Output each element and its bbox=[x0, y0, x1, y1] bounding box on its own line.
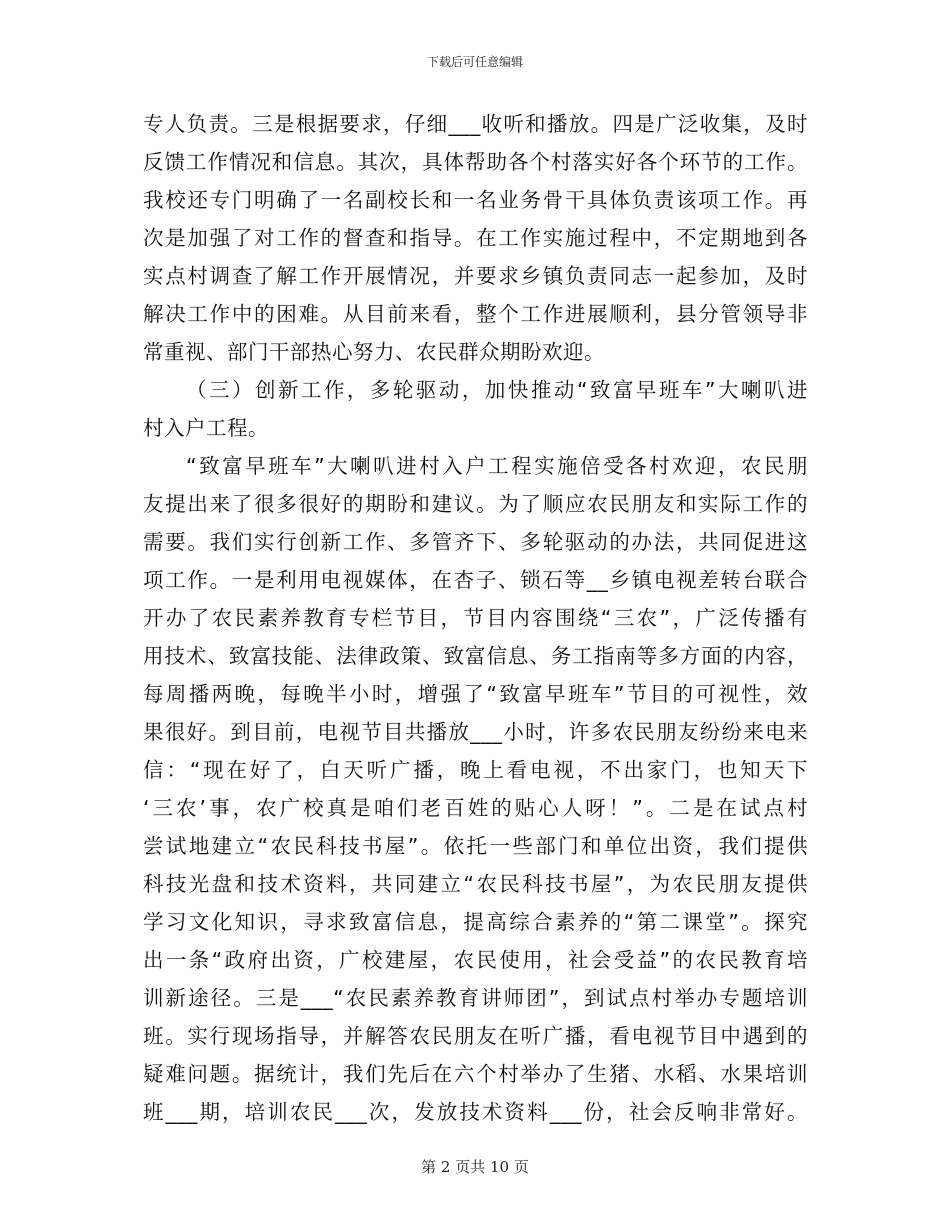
text-line: 果很好。到目前，电视节目共播放___小时，许多农民朋友纷纷来电来 bbox=[143, 720, 808, 744]
text-line: 用技术、致富技能、法律政策、致富信息、务工指南等多方面的内容， bbox=[143, 644, 808, 668]
text-line: 疑难问题。据统计，我们先后在六个村举办了生猪、水稻、水果培训 bbox=[143, 1062, 808, 1086]
text-line: 实点村调查了解工作开展情况，并要求乡镇负责同志一起参加，及时 bbox=[143, 264, 808, 288]
text-line: 训新途径。三是___“农民素养教育讲师团”，到试点村举办专题培训 bbox=[143, 986, 808, 1010]
text-line: 常重视、部门干部热心努力、农民群众期盼欢迎。 bbox=[143, 340, 605, 364]
text-line: 解决工作中的困难。从目前来看，整个工作进展顺利，县分管领导非 bbox=[143, 302, 808, 326]
text-line: 尝试地建立“农民科技书屋”。依托一些部门和单位出资，我们提供 bbox=[143, 834, 808, 858]
section-heading-line: （三）创新工作，多轮驱动，加快推动“致富早班车”大喇叭进 bbox=[186, 378, 808, 402]
text-line: 友提出来了很多很好的期盼和建议。为了顺应农民朋友和实际工作的 bbox=[143, 492, 808, 516]
text-line: 信：“现在好了，白天听广播，晚上看电视，不出家门，也知天下 bbox=[143, 758, 808, 782]
text-line: 科技光盘和技术资料，共同建立“农民科技书屋”，为农民朋友提供 bbox=[143, 872, 808, 896]
text-line: ‘三农’事，农广校真是咱们老百姓的贴心人呀！”。二是在试点村 bbox=[143, 796, 808, 820]
text-line: 每周播两晚，每晚半小时，增强了“致富早班车”节目的可视性，效 bbox=[143, 682, 808, 706]
text-line: 我校还专门明确了一名副校长和一名业务骨干具体负责该项工作。再 bbox=[143, 188, 808, 212]
text-line: 班___期，培训农民___次，发放技术资料___份，社会反响非常好。 bbox=[143, 1100, 808, 1124]
page-number: 第 2 页共 10 页 bbox=[421, 1158, 529, 1176]
text-line: 需要。我们实行创新工作、多管齐下、多轮驱动的办法，共同促进这 bbox=[143, 530, 808, 554]
header-note: 下载后可任意编辑 bbox=[426, 55, 523, 69]
text-line: 学习文化知识，寻求致富信息，提高综合素养的“第二课堂”。探究 bbox=[143, 910, 808, 934]
text-line: “致富早班车”大喇叭进村入户工程实施倍受各村欢迎，农民朋 bbox=[186, 454, 808, 478]
text-line: 反馈工作情况和信息。其次，具体帮助各个村落实好各个环节的工作。 bbox=[143, 150, 808, 174]
text-line: 开办了农民素养教育专栏节目，节目内容围绕“三农”，广泛传播有 bbox=[143, 606, 808, 630]
text-line: 项工作。一是利用电视媒体，在杏子、锁石等__乡镇电视差转台联合 bbox=[143, 568, 808, 592]
text-line: 次是加强了对工作的督查和指导。在工作实施过程中，不定期地到各 bbox=[143, 226, 808, 250]
document-body bbox=[143, 105, 808, 1131]
section-heading-line: 村入户工程。 bbox=[143, 416, 269, 440]
text-line: 出一条“政府出资，广校建屋，农民使用，社会受益”的农民教育培 bbox=[143, 948, 808, 972]
text-line: 班。实行现场指导，并解答农民朋友在听广播，看电视节目中遇到的 bbox=[143, 1024, 808, 1048]
text-line: 专人负责。三是根据要求，仔细___收听和播放。四是广泛收集，及时 bbox=[143, 112, 808, 136]
